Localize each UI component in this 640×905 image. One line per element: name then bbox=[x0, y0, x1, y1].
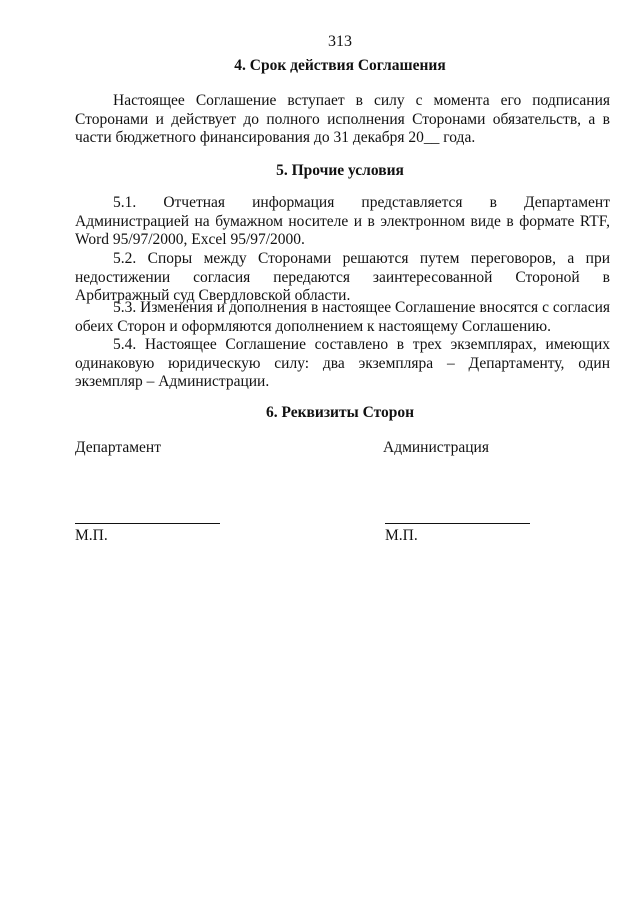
clause-5-3: 5.3. Изменения и дополнения в настоящее Соглашение вносятся с согласия обеих Сторон и оформляются дополнением к настоящему Соглашению. bbox=[75, 299, 610, 335]
right-signature-line bbox=[385, 523, 530, 524]
section-6-heading: 6. Реквизиты Сторон bbox=[265, 404, 415, 421]
left-stamp-label: М.П. bbox=[75, 527, 108, 544]
clause-5-4: 5.4. Настоящее Соглашение составлено в трех экземплярах, имеющих одинаковую юридическую силу: два экземпляра – Департаменту, один экземпляр – Администрации. bbox=[75, 336, 610, 391]
right-stamp-label: М.П. bbox=[385, 527, 418, 544]
right-party-label: Администрация bbox=[383, 439, 489, 456]
section-4-heading: 4. Срок действия Соглашения bbox=[234, 57, 446, 74]
clause-5-1: 5.1. Отчетная информация представляется в Департамент Администрацией на бумажном носителе и в электронном виде в формате RTF, Word 95/97/2000, Excel 95/97/2000. bbox=[75, 194, 610, 249]
section-4-text: Настоящее Соглашение вступает в силу с момента его подписания Сторонами и действует до полного исполнения Сторонами обязательств, а в части бюджетного финансирования до 31 декабря 20__ года. bbox=[75, 92, 610, 147]
section-5-heading: 5. Прочие условия bbox=[276, 162, 404, 179]
left-party-label: Департамент bbox=[75, 439, 161, 456]
left-signature-line bbox=[75, 523, 220, 524]
page-number: 313 bbox=[328, 33, 352, 50]
clause-5-2: 5.2. Споры между Сторонами решаются путем переговоров, а при недостижении согласия передаются заинтересованной Стороной в Арбитражный суд Свердловской области. bbox=[75, 250, 610, 305]
